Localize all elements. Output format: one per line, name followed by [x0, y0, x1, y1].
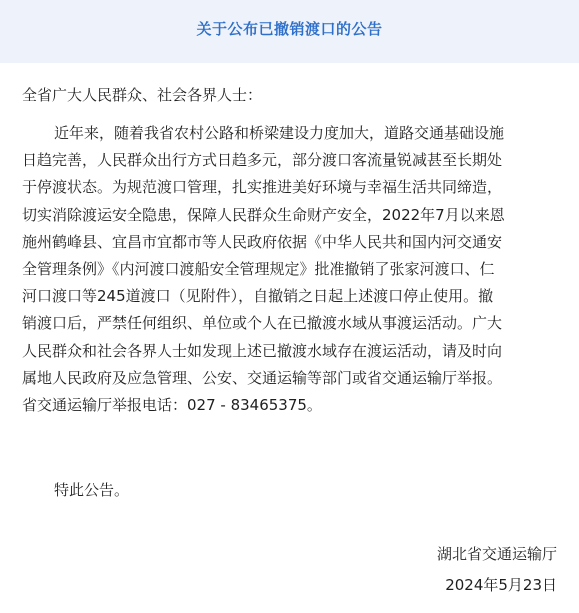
notice-body [22, 120, 562, 419]
signature-date: 2024年5月23日 [445, 576, 557, 594]
body-line: 于停渡状态。为规范渡口管理，扎实推进美好环境与幸福生活共同缔造， [22, 178, 503, 197]
salutation: 全省广大人民群众、社会各界人士： [22, 86, 263, 104]
notice-title: 关于公布已撤销渡口的公告 [196, 20, 383, 38]
notice-closing-block [22, 477, 562, 504]
body-line: 日趋完善，人民群众出行方式日趋多元，部分渡口客流量锐减甚至长期处 [22, 151, 503, 170]
body-line: 全管理条例》《内河渡口渡船安全管理规定》批准撤销了张家河渡口、仁 [22, 259, 495, 278]
body-line: 销渡口后，严禁任何组织、单位或个人在已撤渡水域从事渡运活动。广大 [22, 314, 503, 333]
body-line: 近年来，随着我省农村公路和桥梁建设力度加大，道路交通基础设施 [54, 124, 505, 142]
body-line: 施州鹤峰县、宜昌市宜都市等人民政府依据《中华人民共和国内河交通安 [22, 232, 503, 251]
body-line: 属地人民政府及应急管理、公安、交通运输等部门或省交通运输厅举报。 [22, 368, 503, 387]
body-line: 省交通运输厅举报电话：027 - 83465375。 [22, 395, 322, 414]
body-line: 切实消除渡运安全隐患，保障人民群众生命财产安全，2022年7月以来恩 [22, 205, 505, 224]
body-line: 河口渡口等245道渡口（见附件），自撤销之日起上述渡口停止使用。撤 [22, 287, 494, 306]
body-line: 人民群众和社会各界人士如发现上述已撤渡水域存在渡运活动，请及时向 [22, 341, 503, 360]
closing-text: 特此公告。 [54, 481, 130, 499]
signature-organization: 湖北省交通运输厅 [436, 545, 557, 563]
title-banner [0, 0, 579, 63]
